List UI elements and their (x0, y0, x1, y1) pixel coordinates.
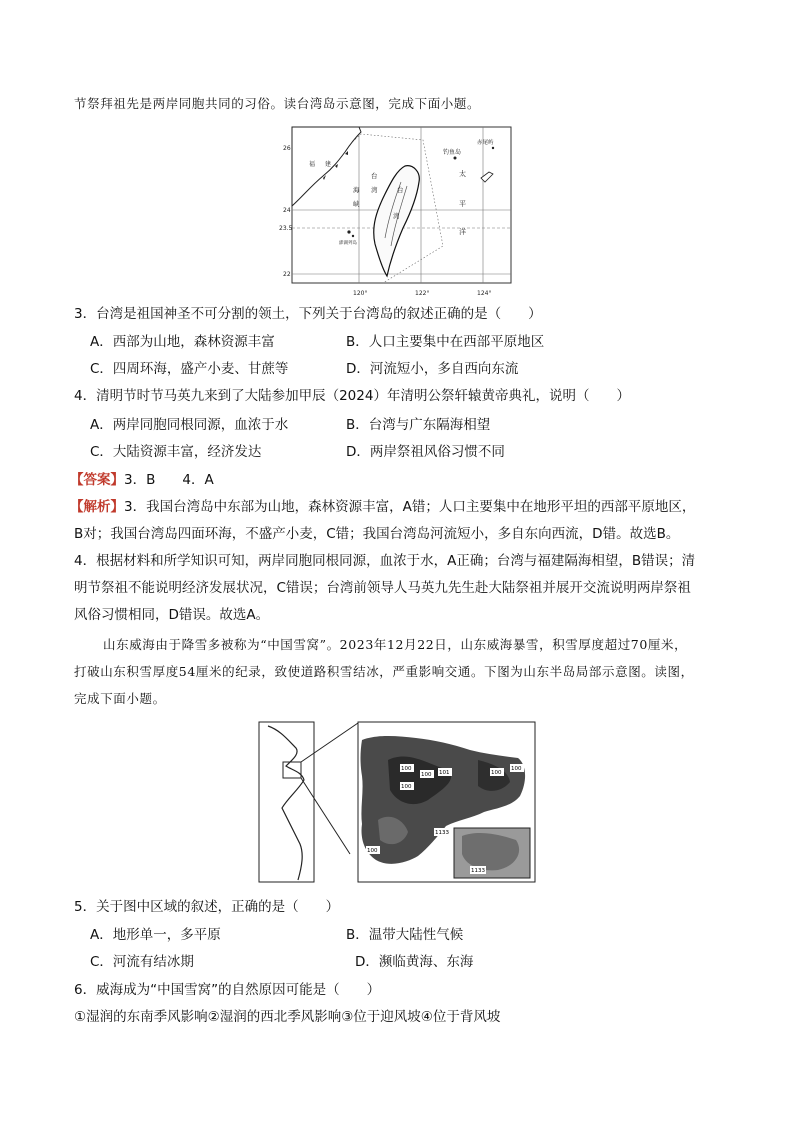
analysis-tag: 【解析】 (70, 499, 124, 515)
lat-label-22: 22 (283, 271, 291, 278)
material2-line-1: 山东威海由于降雪多被称为“中国雪窝”。2023年12月22日，山东威海暴雪，积雪厚度超过70厘米， (103, 637, 688, 652)
q4-option-d: D．两岸祭祖风俗习惯不同 (346, 444, 505, 460)
answer-text: 3．B 4．A (124, 472, 214, 488)
q4-option-a: A．两岸同胞同根同源，血浓于水 (90, 417, 289, 433)
lon-label-120: 120° (353, 290, 368, 297)
label-island-2: 湾 (393, 212, 400, 220)
shandong-map (258, 720, 538, 884)
lat-label-26: 26 (283, 145, 291, 152)
q6-choices: ①湿润的东南季风影响②湿润的西北季风影响③位于迎风坡④位于背风坡 (74, 1009, 501, 1025)
analysis-line-1 (70, 498, 695, 516)
label-fujian-1: 福 (309, 161, 316, 168)
q3-option-d: D．河流短小，多自西向东流 (346, 361, 519, 377)
elev-label-7: 1133 (435, 830, 449, 836)
analysis-line-3: 4．根据材料和所学知识可知，两岸同胞同根同源，血浓于水，A正确；台湾与福建隔海相望，B错误；清 (74, 553, 696, 569)
elev-label-1: 100 (401, 766, 412, 772)
material2-line-3: 完成下面小题。 (74, 691, 166, 706)
intro-text: 节祭拜祖先是两岸同胞共同的习俗。读台湾岛示意图，完成下面小题。 (74, 96, 481, 111)
label-ocean-2: 平 (459, 200, 466, 208)
analysis-line-4: 明节祭祖不能说明经济发展状况，C错误；台湾前领导人马英九先生赴大陆祭祖并展开交流说明两岸祭祖 (74, 580, 691, 596)
label-island-1: 台 (397, 186, 404, 194)
q3-option-b: B．人口主要集中在西部平原地区 (346, 334, 545, 350)
elev-label-2: 100 (401, 784, 412, 790)
q6-stem: 6．威海成为“中国雪窝”的自然原因可能是（ ） (74, 982, 381, 998)
label-strait-4: 峡 (353, 200, 360, 208)
q4-option-c: C．大陆资源丰富，经济发达 (90, 444, 262, 460)
label-strait-1: 台 (371, 172, 378, 180)
label-ocean-3: 洋 (459, 228, 466, 236)
label-weihai: 威海 (484, 746, 498, 754)
analysis-text-1: 3．我国台湾岛中东部为山地，森林资源丰富，A错；人口主要集中在地形平坦的西部平原地区， (124, 499, 696, 515)
lat-label-24: 24 (283, 207, 291, 214)
elev-label-4: 101 (439, 770, 450, 776)
analysis-line-2: B对；我国台湾岛四面环海，不盛产小麦，C错；我国台湾岛河流短小，多自东向西流，D错。故选B。 (74, 526, 680, 542)
q5-option-c: C．河流有结冰期 (90, 954, 194, 970)
q4-stem: 4．清明节时节马英九来到了大陆参加甲辰（2024）年清明公祭轩辕黄帝典礼，说明（ ） (74, 388, 630, 404)
q4-option-b: B．台湾与广东隔海相望 (346, 417, 491, 433)
lon-label-124: 124° (477, 290, 492, 297)
label-diaoyu: 钓鱼岛 (443, 149, 462, 156)
q5-option-b: B．温带大陆性气候 (346, 927, 464, 943)
q3-option-a: A．西部为山地，森林资源丰富 (90, 334, 275, 350)
material2-line-2: 打破山东积雪厚度54厘米的纪录，致使道路积雪结冰，严重影响交通。下图为山东半岛局部示意图。读图， (74, 664, 694, 679)
lat-label-23-5: 23.5 (279, 225, 293, 232)
q3-stem: 3．台湾是祖国神圣不可分割的领土，下列关于台湾岛的叙述正确的是（ ） (74, 306, 542, 322)
label-chiwei: 赤尾屿 (477, 140, 494, 146)
q5-option-a: A．地形单一，多平原 (90, 927, 221, 943)
label-strait-3: 海 (353, 186, 360, 194)
label-fujian-2: 建 (325, 161, 332, 168)
label-ocean-1: 太 (459, 170, 466, 178)
analysis-line-5: 风俗习惯相同，D错误。故选A。 (74, 607, 270, 623)
q5-option-d: D．濒临黄海、东海 (355, 954, 474, 970)
elev-label-5: 100 (491, 770, 502, 776)
elev-label-9: 1133 (471, 868, 485, 874)
elev-label-8: 100 (367, 848, 378, 854)
answer-line (70, 471, 214, 489)
answer-tag: 【答案】 (70, 472, 124, 488)
label-strait-2: 湾 (371, 186, 378, 194)
elev-label-6: 100 (511, 766, 522, 772)
q3-option-c: C．四周环海，盛产小麦、甘蔗等 (90, 361, 289, 377)
label-penghu: 澎湖列岛 (339, 241, 357, 246)
elev-label-3: 100 (421, 772, 432, 778)
lon-label-122: 122° (415, 290, 430, 297)
q5-stem: 5．关于图中区域的叙述，正确的是（ ） (74, 899, 340, 915)
taiwan-map (279, 126, 513, 298)
